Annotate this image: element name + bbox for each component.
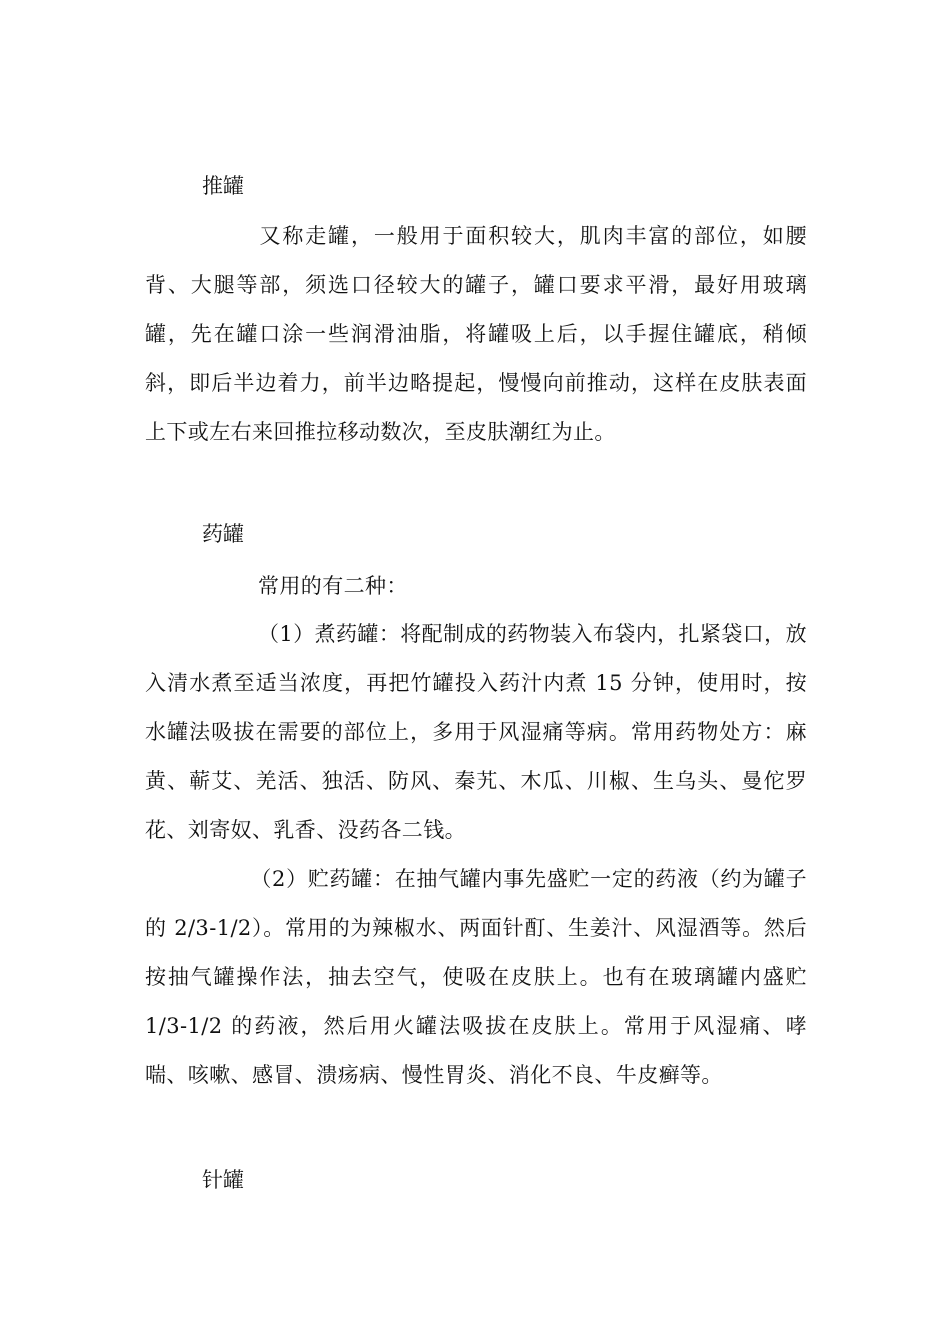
paragraph-yao-guan-intro (145, 562, 807, 611)
paragraph-text: （2）贮药罐：在抽气罐内事先盛贮一定的药液（约为罐子的 2/3-1/2）。常用的为辣椒水、两面针酊、生姜汁、风湿酒等。然后按抽气罐操作法，抽去空气，使吸在皮肤上。也有在玻璃罐内盛贮1/3-1/2 的药液，然后用火罐法吸拔在皮肤上。常用于风湿痛、哮喘、咳嗽、感冒、溃疡病、慢性胃炎、消化不良、牛皮癣等。 (145, 867, 807, 1087)
paragraph-text: 又称走罐，一般用于面积较大，肌肉丰富的部位，如腰背、大腿等部，须选口径较大的罐子，罐口要求平滑，最好用玻璃罐，先在罐口涂一些润滑油脂，将罐吸上后，以手握住罐底，稍倾斜，即后半边着力，前半边略提起，慢慢向前推动，这样在皮肤表面上下或左右来回推拉移动数次，至皮肤潮红为止。 (145, 224, 807, 444)
section-title-yao-guan: 药罐 (202, 522, 244, 546)
section-title-tui-guan: 推罐 (202, 174, 244, 198)
section-title-zhen-guan: 针罐 (202, 1168, 244, 1192)
paragraph-zhu-yao-guan-2 (145, 855, 807, 1100)
paragraph-tui-guan (145, 212, 807, 457)
paragraph-text: 常用的有二种： (258, 574, 408, 598)
paragraph-text: （1）煮药罐：将配制成的药物装入布袋内，扎紧袋口，放入清水煮至适当浓度，再把竹罐投入药汁内煮 15 分钟，使用时，按水罐法吸拔在需要的部位上，多用于风湿痛等病。常用药物处方：麻黄、蕲艾、羌活、独活、防风、秦艽、木瓜、川椒、生乌头、曼佗罗花、刘寄奴、乳香、没药各二钱。 (145, 622, 807, 842)
paragraph-zhu-yao-guan (145, 610, 807, 855)
